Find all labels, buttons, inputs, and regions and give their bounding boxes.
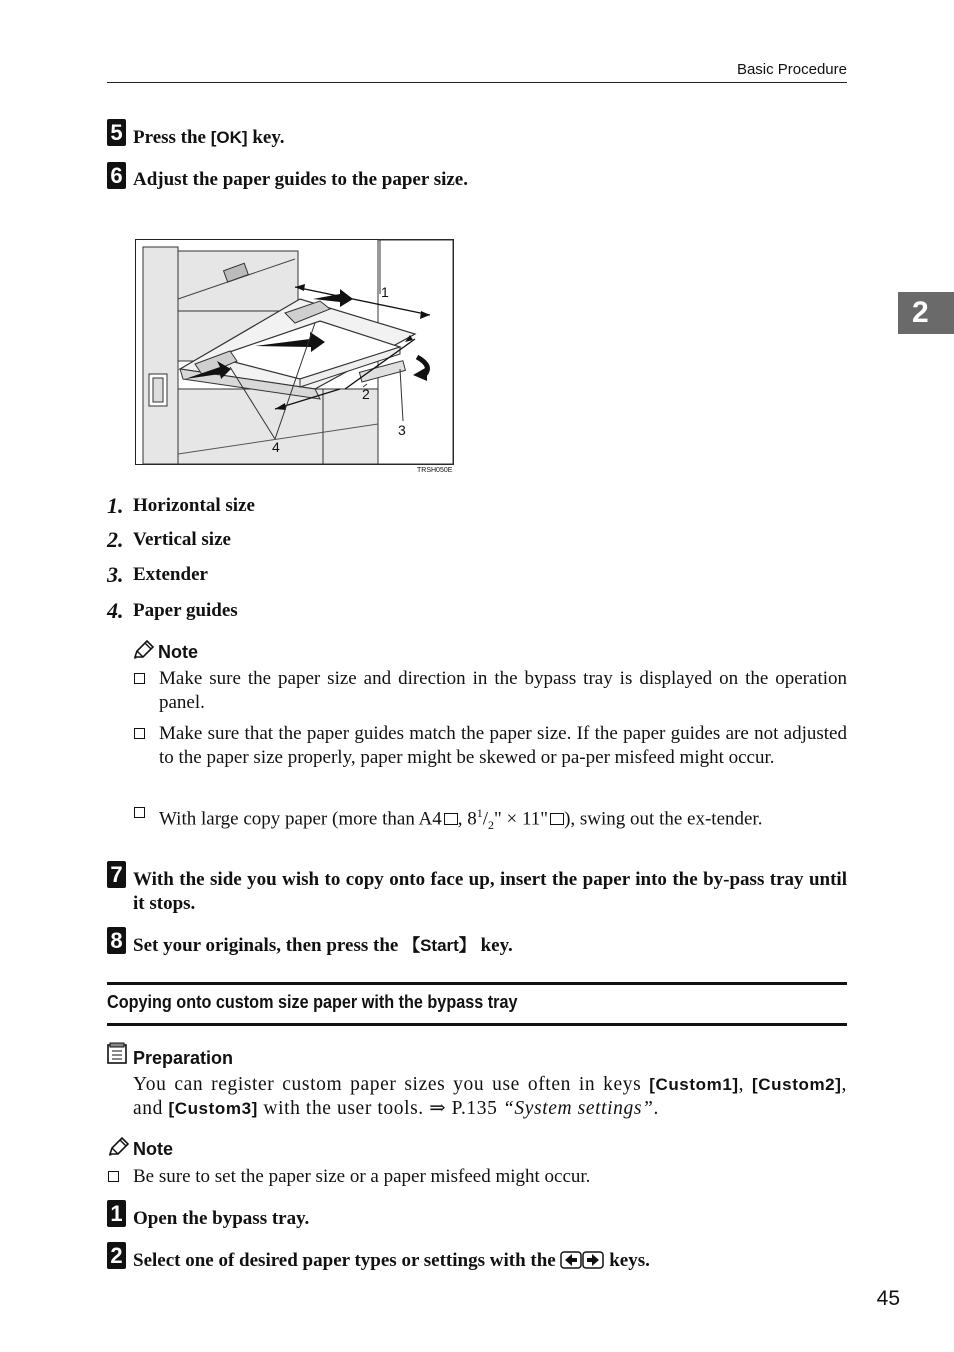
legend-number-3: 3. [107,562,124,587]
bypass-tray-figure [135,239,455,479]
ok-key: [OK] [210,128,248,147]
header-rule [107,82,847,83]
pencil-icon [107,1137,129,1162]
preparation-text: You can register custom paper sizes you use often in keys [Custom1], [Custom2], and [Custom3] with the user tools. ⇒ P.135 “System settings”. [133,1074,847,1119]
step-number-7: 7 [107,861,126,888]
figure-label-3: 3 [398,422,406,438]
section-rule-bottom [107,1023,847,1026]
preparation-heading: Preparation [133,1048,234,1068]
note-item-3: With large copy paper (more than A4 , $8^1/_2$" × 11" ), swing out the ex-tender. [159,806,763,833]
legend-text-3: Extender [133,564,208,585]
step-number-5: 5 [107,119,126,146]
start-key: 【Start】 [403,936,476,955]
bypass-tray-illustration [135,239,455,479]
legend-number-2: 2. [107,527,124,552]
legend-text-1: Horizontal size [133,495,255,516]
figure-code: TRSH050E [417,467,453,474]
step-number-6: 6 [107,162,126,189]
step-6-text: Adjust the paper guides to the paper size. [133,169,468,190]
checkbox-icon [134,673,145,684]
note-heading: Note [133,1139,173,1159]
paper-orientation-icon [444,813,458,825]
checkbox-icon [134,728,145,739]
legend-number-4: 4. [107,598,124,623]
legend-number-1: 1. [107,493,124,518]
page-number: 45 [876,1287,900,1310]
note-heading: Note [158,642,198,662]
checkbox-icon [134,807,145,818]
step-5-text: Press the [OK] key. [133,127,285,148]
checkbox-icon [108,1171,119,1182]
step-number-8: 8 [107,927,126,954]
step-8-text: Set your originals, then press the 【Start】 key. [133,935,513,956]
paper-orientation-icon [550,813,564,825]
figure-label-4: 4 [272,439,280,455]
chapter-tab: 2 [898,292,954,334]
note-item-1: Make sure the paper size and direction in the bypass tray is displayed on the operation panel. [159,668,847,713]
section-rule-top [107,982,847,985]
section-title: Copying onto custom size paper with the bypass tray [107,992,518,1012]
legend-text-4: Paper guides [133,600,238,621]
figure-label-1: 1 [381,284,389,300]
legend-text-2: Vertical size [133,529,231,550]
note-item-2: Make sure that the paper guides match the paper size. If the paper guides are not adjusted to the paper size properly, paper might be skewed or pa-per misfeed might occur. [159,723,847,768]
figure-label-2: 2 [362,386,370,402]
step-number-1: 1 [107,1200,126,1227]
step-7-text: With the side you wish to copy onto face up, insert the paper into the by-pass tray until it stops. [133,869,847,914]
step-2-text: Select one of desired paper types or settings with the keys. [133,1249,847,1276]
pencil-icon [132,640,154,665]
step-1-text: Open the bypass tray. [133,1208,310,1229]
running-header: Basic Procedure [736,61,847,78]
left-right-arrow-keys-icon [560,1251,604,1276]
note2-item-1: Be sure to set the paper size or a paper misfeed might occur. [133,1166,591,1187]
preparation-icon [107,1042,127,1069]
step-number-2: 2 [107,1242,126,1269]
